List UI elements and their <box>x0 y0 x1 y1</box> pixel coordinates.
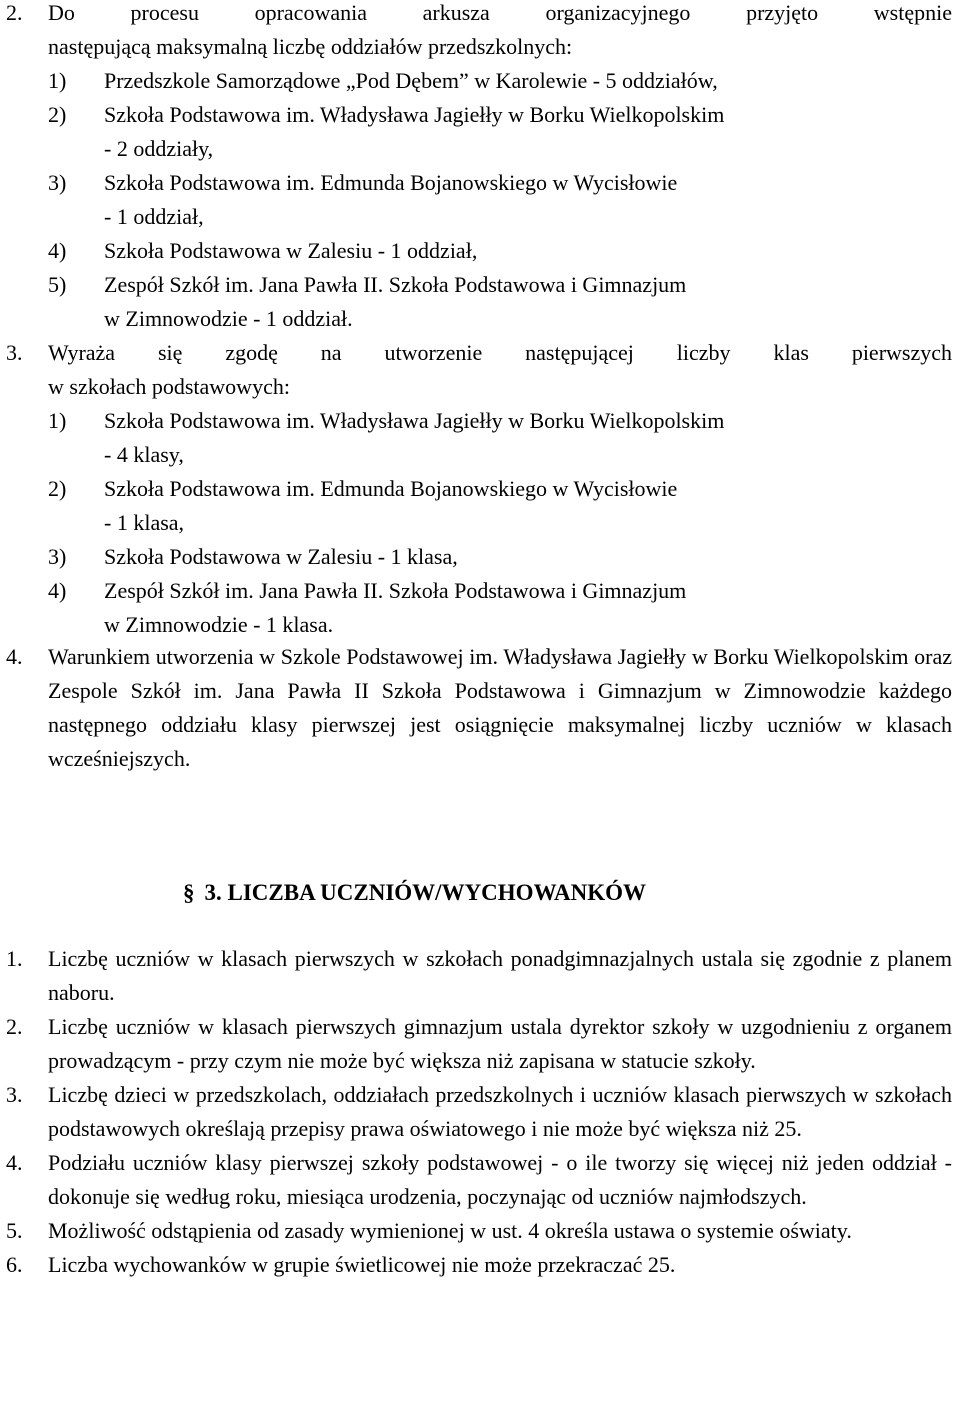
list-item <box>48 540 952 574</box>
list-item-number: 2) <box>48 476 67 501</box>
item-number: 6. <box>6 1252 23 1277</box>
section-title: 3. LICZBA UCZNIÓW/WYCHOWANKÓW <box>204 880 647 905</box>
section-item <box>0 1214 960 1248</box>
list-item-number: 1) <box>48 408 67 433</box>
list-item <box>48 166 952 234</box>
paragraph-item-3 <box>0 336 960 642</box>
list-item <box>48 268 952 336</box>
list-item-text: Zespół Szkół im. Jana Pawła II. Szkoła Podstawowa i Gimnazjum <box>104 272 687 297</box>
item-number: 1. <box>6 946 23 971</box>
list-item-text: w Zimnowodzie - 1 klasa. <box>104 612 334 637</box>
section-item <box>0 1010 960 1078</box>
paragraph-line: Do procesu opracowania arkusza organizacyjnego przyjęto wstępnie <box>48 0 952 25</box>
section-heading <box>183 876 646 910</box>
list-item-text: Szkoła Podstawowa im. Edmunda Bojanowskiego w Wycisłowie <box>104 170 678 195</box>
list-item <box>48 98 952 166</box>
paragraph-text: Warunkiem utworzenia w Szkole Podstawowej im. Władysława Jagiełły w Borku Wielkopolskim oraz Zespole Szkół im. Jana Pawła II Szkoła Podstawowa i Gimnazjum w Zimnowodzie każdego następnego oddziału klasy pierwszej jest osiągnięcie maksymalnej liczby uczniów w klasach wcześniejszych. <box>48 644 952 771</box>
item-text: Możliwość odstąpienia od zasady wymienionej w ust. 4 określa ustawa o systemie oświaty. <box>48 1218 852 1243</box>
list-item-number: 4) <box>48 238 67 263</box>
list-item-number: 5) <box>48 272 67 297</box>
list-item-text: Przedszkole Samorządowe „Pod Dębem” w Karolewie - 5 oddziałów, <box>104 68 718 93</box>
list-item <box>48 404 952 472</box>
section-item <box>0 1248 960 1282</box>
item-text: Liczba wychowanków w grupie świetlicowej nie może przekraczać 25. <box>48 1252 676 1277</box>
section-item <box>0 1078 960 1146</box>
item-text: Liczbę uczniów w klasach pierwszych w szkołach ponadgimnazjalnych ustala się zgodnie z planem naboru. <box>48 946 952 1005</box>
list-item-number: 4) <box>48 578 67 603</box>
section-item <box>0 942 960 1010</box>
section-list <box>0 942 960 1282</box>
list-item-text: - 1 oddział, <box>104 204 204 229</box>
list-item-text: Szkoła Podstawowa w Zalesiu - 1 oddział, <box>104 238 478 263</box>
list-item-text: Zespół Szkół im. Jana Pawła II. Szkoła Podstawowa i Gimnazjum <box>104 578 687 603</box>
list-item-text: w Zimnowodzie - 1 oddział. <box>104 306 353 331</box>
list-item-number: 1) <box>48 68 67 93</box>
item-text: Liczbę uczniów w klasach pierwszych gimnazjum ustala dyrektor szkoły w uzgodnieniu z organem prowadzącym - przy czym nie może być większa niż zapisana w statucie szkoły. <box>48 1014 952 1073</box>
item-number: 2. <box>6 1014 23 1039</box>
section-item <box>0 1146 960 1214</box>
paragraph-line: w szkołach podstawowych: <box>48 374 290 399</box>
paragraph-line: Wyraża się zgodę na utworzenie następującej liczby klas pierwszych <box>48 340 952 365</box>
list-item-text: - 1 klasa, <box>104 510 185 535</box>
list-item-number: 2) <box>48 102 67 127</box>
paragraph-item-2 <box>0 0 960 336</box>
list-item-text: - 2 oddziały, <box>104 136 214 161</box>
item-number: 3. <box>6 1082 23 1107</box>
item-number: 2. <box>6 0 23 25</box>
item-text: Podziału uczniów klasy pierwszej szkoły podstawowej - o ile tworzy się więcej niż jeden oddział - dokonuje się według roku, miesiąca urodzenia, poczynając od uczniów najmłodszych. <box>48 1150 952 1209</box>
item-text: Liczbę dzieci w przedszkolach, oddziałach przedszkolnych i uczniów klasach pierwszych w szkołach podstawowych określają przepisy prawa oświatowego i nie może być większa niż 25. <box>48 1082 952 1141</box>
list-item <box>48 234 952 268</box>
item-number: 4. <box>6 644 23 669</box>
list-item-text: Szkoła Podstawowa im. Edmunda Bojanowskiego w Wycisłowie <box>104 476 678 501</box>
item-number: 5. <box>6 1218 23 1243</box>
list-item-text: - 4 klasy, <box>104 442 184 467</box>
list-item-number: 3) <box>48 170 67 195</box>
list-item-text: Szkoła Podstawowa im. Władysława Jagiełły w Borku Wielkopolskim <box>104 408 725 433</box>
paragraph-line: następującą maksymalną liczbę oddziałów przedszkolnych: <box>48 34 573 59</box>
list-item <box>48 574 952 642</box>
item-number: 4. <box>6 1150 23 1175</box>
list-item-text: Szkoła Podstawowa w Zalesiu - 1 klasa, <box>104 544 458 569</box>
list-item <box>48 472 952 540</box>
item-number: 3. <box>6 340 23 365</box>
section-symbol: § <box>183 880 195 905</box>
paragraph-item-4 <box>0 640 960 776</box>
list-item-text: Szkoła Podstawowa im. Władysława Jagiełły w Borku Wielkopolskim <box>104 102 725 127</box>
list-item <box>48 64 952 98</box>
list-item-number: 3) <box>48 544 67 569</box>
